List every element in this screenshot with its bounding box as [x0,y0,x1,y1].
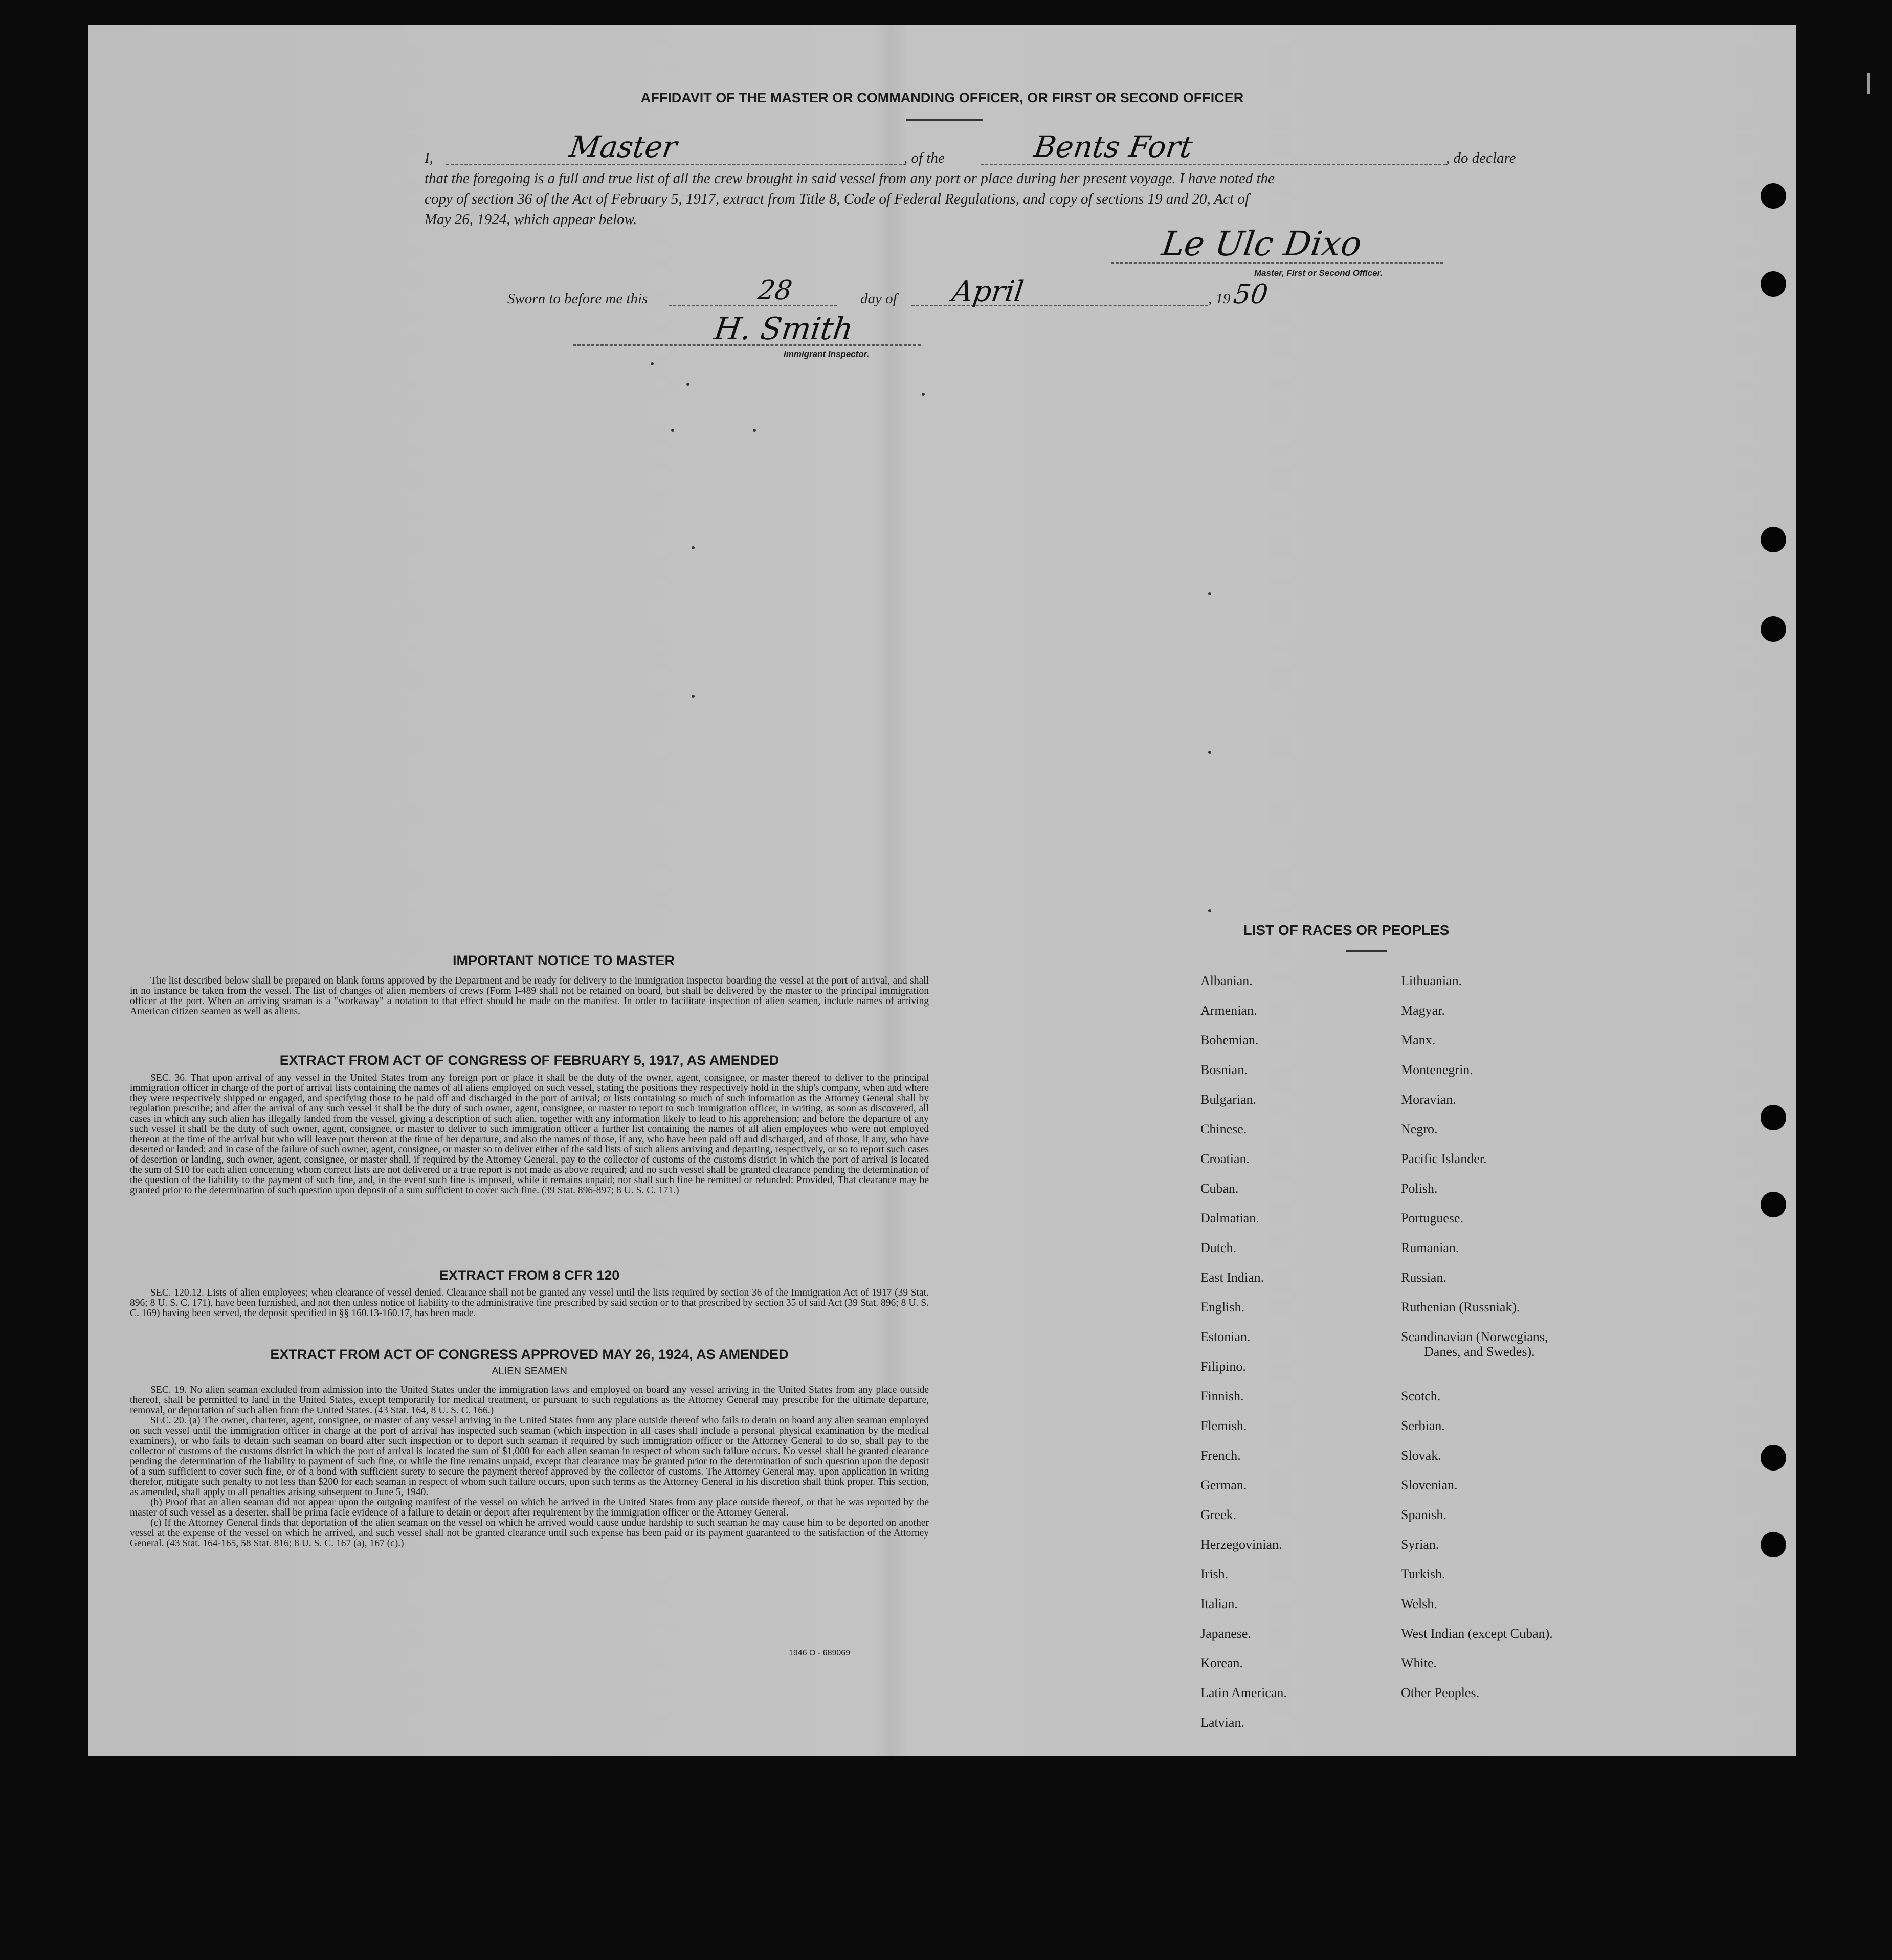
signature-caption: Master, First or Second Officer. [1254,268,1383,278]
mark [686,383,689,386]
race-item: Bulgarian. [1200,1092,1257,1107]
race-item: Filipino. [1200,1359,1246,1374]
document-page [88,25,1796,1756]
punch-hole [1761,183,1786,209]
race-item: Polish. [1401,1181,1438,1196]
day-handwriting: 28 [755,275,794,306]
race-item: English. [1200,1300,1244,1315]
mark [651,362,654,365]
day-field-line [669,305,837,306]
sec-20a-paragraph: SEC. 20. (a) The owner, charterer, agent, consignee, or master of any vessel arriving in the United States from any place outside thereof who fails to detain on board any alien seaman employed on such vessel until the immigration officer in charge at the port of arrival has inspected such seaman (which inspection in all cases shall include a personal physical examination by the medical examiners), or who fails to detain such seaman on board after such inspection or to deport such seaman if required by such immigration officer or the Attorney General to do so, shall pay to the collector of customs of the customs district in which the port of arrival is located the sum of $1,000 for each alien seaman in respect of whom such failure occurs. No vessel shall be granted clearance pending the determination of the liability to payment of such fine, or while the fine remains unpaid, except that clearance may be granted prior to the determination of such question upon the deposit of a sum sufficient to cover such fine, or of a bond with sufficient surety to secure the payment thereof approved by the collector of customs. The Attorney General may, upon application in writing therefor, mitigate such penalty to not less than $200 for each seaman in respect of whom such failure occurs, upon such terms as the Attorney General in his discretion shall think proper. This section, as amended, shall apply to all penalties arising subsequent to June 5, 1940. [130,1415,929,1498]
race-item: Magyar. [1401,1003,1445,1018]
race-item: Herzegovinian. [1200,1537,1282,1552]
print-code: 1946 O - 689069 [789,1649,851,1657]
extract-cfr-paragraph: SEC. 120.12. Lists of alien employees; when clearance of vessel denied. Clearance shall not be granted any vessel until the lists required by section 36 of the Immigration Act of 1917 (39 Stat. 896; 8 U. S. C. 171), have been furnished, and not then unless notice of liability to the administrative fine prescribed by said section or to that prescribed by section 35 of said Act (39 Stat. 896; 8 U. S. C. 169) having been served, the deposit specified in §§ 160.13-160.17, has been made. [130,1287,929,1319]
race-item: Montenegrin. [1401,1062,1473,1077]
races-title: LIST OF RACES OR PEOPLES [1243,922,1450,938]
punch-hole [1761,1445,1786,1471]
sworn-label: Sworn to before me this [507,291,648,307]
extract-1924-title: EXTRACT FROM ACT OF CONGRESS APPROVED MAY 26, 1924, AS AMENDED [270,1347,789,1362]
race-item: Rumanian. [1401,1240,1459,1255]
race-item: Bosnian. [1200,1062,1248,1077]
race-item: Estonian. [1200,1329,1251,1344]
race-item: Cuban. [1200,1181,1239,1196]
extract-cfr-title: EXTRACT FROM 8 CFR 120 [439,1267,620,1283]
race-item: German. [1200,1478,1247,1493]
extract-1917-title: EXTRACT FROM ACT OF CONGRESS OF FEBRUARY 5, 1917, AS AMENDED [279,1053,780,1068]
inspector-line [573,344,921,346]
extract-1917-paragraph: SEC. 36. That upon arrival of any vessel in the United States from any foreign port or place it shall be the duty of the owner, agent, consignee, or master thereof to deliver to the principal immigration officer in charge of the port of arrival lists containing the names of all aliens employed on such vessel, stating the positions they respectively hold in the ship's company, when and where they were respectively shipped or engaged, and specifying those to be paid off and discharged in the port of arrival; or lists containing so much of such information as the Attorney General shall by regulation prescribe; and after the arrival of any such vessel it shall be the duty of such owner, agent, consignee, or master to report to such immigration officer, in writing, as soon as discovered, all cases in which any such alien has illegally landed from the vessel, giving a description of such alien, together with any information likely to lead to his apprehension; and before the departure of any such vessel it shall be the duty of such owner, agent, consignee, or master to deliver to such immigration officer a further list containing the names of all alien employees who were not employed thereon at the time of the arrival but who will leave port thereon at the time of her departure, and also the names of those, if any, who have been paid off and discharged, and of those, if any, who have deserted or landed; and in case of the failure of such owner, agent, consignee, or master so to deliver either of the said lists of such aliens arriving and departing, respectively, or so to report such cases of desertion or landing, such owner, agent, consignee, or master shall, if required by the Attorney General, pay to the collector of customs of the customs district in which the port of arrival is located the sum of $10 for each alien concerning whom correct lists are not delivered or a true report is not made as above required; and no such vessel shall be granted clearance pending the determination of the question of the liability to the payment of such fine, and, in the event such fine is imposed, while it remains unpaid; nor shall such fine be remitted or refunded: Provided, That clearance may be granted prior to the determination of such question upon deposit of a sum sufficient to cover such fine. (39 Stat. 896-897; 8 U. S. C. 171.) [130,1073,929,1196]
extract-1924-subtitle: ALIEN SEAMEN [492,1366,567,1377]
race-item: Croatian. [1200,1151,1250,1166]
race-item: French. [1200,1448,1241,1463]
race-item: Serbian. [1401,1418,1445,1433]
punch-hole [1761,527,1786,552]
race-item: Chinese. [1200,1122,1247,1137]
race-item: Latvian. [1200,1715,1244,1730]
race-item: Slovenian. [1401,1478,1458,1493]
race-item: Slovak. [1401,1448,1441,1463]
notice-title: IMPORTANT NOTICE TO MASTER [453,953,675,968]
race-item: Pacific Islander. [1401,1151,1487,1166]
inspector-signature: H. Smith [712,311,856,347]
master-signature: Le Ulc Dixo [1159,224,1364,263]
race-item: Turkish. [1401,1567,1445,1582]
affidavit-line-3: copy of section 36 of the Act of February 5, 1917, extract from Title 8, Code of Federal Regulations, and copy of sections 19 and 20, Act of [425,191,1249,207]
title-rule [906,119,983,121]
race-item: Lithuanian. [1401,973,1462,988]
extract-cfr-text [130,1288,929,1319]
mark [1208,909,1211,912]
race-item: Negro. [1401,1122,1438,1137]
race-item: Russian. [1401,1270,1446,1285]
declare-label: , do declare [1446,150,1516,166]
race-item: Moravian. [1401,1092,1456,1107]
race-item: Irish. [1200,1567,1229,1582]
punch-hole [1761,1532,1786,1557]
race-item: Latin American. [1200,1685,1287,1700]
race-item: Dalmatian. [1200,1211,1259,1226]
mark [1208,592,1211,595]
race-item: Manx. [1401,1033,1436,1048]
i-label: I, [425,150,433,166]
race-item: Portuguese. [1401,1211,1464,1226]
race-item: Japanese. [1200,1626,1251,1641]
affidavit-line-2: that the foregoing is a full and true list of all the crew brought in said vessel from any port or place during her present voyage. I have noted the [425,170,1275,187]
mark [692,546,695,549]
race-item: Albanian. [1200,973,1253,988]
race-item: Other Peoples. [1401,1685,1480,1700]
race-item: East Indian. [1200,1270,1264,1285]
inspector-caption: Immigrant Inspector. [784,349,870,359]
race-item: Scotch. [1401,1389,1441,1404]
notice-text [130,976,929,1017]
extract-1924-text [130,1385,929,1549]
year-prefix: , 19 [1208,291,1231,307]
signature-line [1111,262,1443,264]
punch-hole [1761,1105,1786,1130]
mark [692,695,695,698]
punch-hole [1761,271,1786,297]
race-item: Danes, and Swedes). [1424,1344,1535,1359]
mark [753,429,756,432]
sec-19-paragraph: SEC. 19. No alien seaman excluded from admission into the United States under the immigration laws and employed on board any vessel arriving in the United States from any place outside thereof, shall be permitted to land in the United States, except temporarily for medical treatment, or pursuant to such regulations as the Attorney General may prescribe for the ultimate departure, removal, or deportation of such alien from the United States. (43 Stat. 164, 8 U. S. C. 166.) [130,1385,929,1416]
extract-1917-text [130,1073,929,1196]
race-item: Korean. [1200,1656,1243,1671]
mark [1208,751,1211,754]
month-handwriting: April [950,275,1026,308]
day-of-label: day of [860,291,897,307]
race-item: Welsh. [1401,1596,1437,1611]
affidavit-line-4: May 26, 1924, which appear below. [425,211,637,228]
affidavit-title: AFFIDAVIT OF THE MASTER OR COMMANDING OFFICER, OR FIRST OR SECOND OFFICER [640,90,1244,105]
notice-paragraph: The list described below shall be prepared on blank forms approved by the Department and be ready for delivery to the immigration inspector boarding the vessel at the port of arrival, and shall in no instance be taken from the vessel. The list of changes of alien members of crews (Form I-489 shall not be retained on board, but shall be delivered by the master to the principal immigration officer at the port. When an arriving seaman is a "workaway" a notation to that effect should be made on the manifest. In order to facilitate inspection of alien seamen, include names of arriving American citizen seamen as well as aliens. [130,975,929,1017]
vessel-handwriting: Bents Fort [1032,129,1195,164]
race-item: Dutch. [1200,1240,1237,1255]
year-handwriting: 50 [1231,279,1270,310]
mark [922,393,925,396]
races-rule [1346,950,1387,952]
of-the-label: , of the [904,150,945,166]
race-item: Syrian. [1401,1537,1439,1552]
name-handwriting: Master [567,129,679,164]
race-item: Italian. [1200,1596,1238,1611]
name-field-line [446,164,906,165]
punch-hole [1761,1192,1786,1217]
race-item: White. [1401,1656,1437,1671]
race-item: Scandinavian (Norwegians, [1401,1329,1548,1344]
race-item: Bohemian. [1200,1033,1259,1048]
sec-20c-paragraph: (c) If the Attorney General finds that deportation of the alien seaman on the vessel on which he arrived would cause undue hardship to such seaman he may cause him to be deported on another vessel at the expense of the vessel on which he arrived, and such vessel shall not be granted clearance until such expense has been paid or its payment guaranteed to the satisfaction of the Attorney General. (43 Stat. 164-165, 58 Stat. 816; 8 U. S. C. 167 (a), 167 (c).) [130,1518,929,1549]
race-item: Flemish. [1200,1418,1247,1433]
punch-hole [1761,616,1786,642]
race-item: Greek. [1200,1507,1237,1522]
race-item: West Indian (except Cuban). [1401,1626,1553,1641]
sec-20b-paragraph: (b) Proof that an alien seaman did not appear upon the outgoing manifest of the vessel on which he arrived in the United States from any place outside thereof, or that he was reported by the master of such vessel as a deserter, shall be prima facie evidence of a failure to detain or deport after requirement by the immigration officer or the Attorney General. [130,1497,929,1518]
race-item: Finnish. [1200,1389,1244,1404]
race-item: Spanish. [1401,1507,1446,1522]
race-item: Armenian. [1200,1003,1257,1018]
mark [671,429,674,432]
edge-mark [1867,73,1870,94]
race-item: Ruthenian (Russniak). [1401,1300,1520,1315]
